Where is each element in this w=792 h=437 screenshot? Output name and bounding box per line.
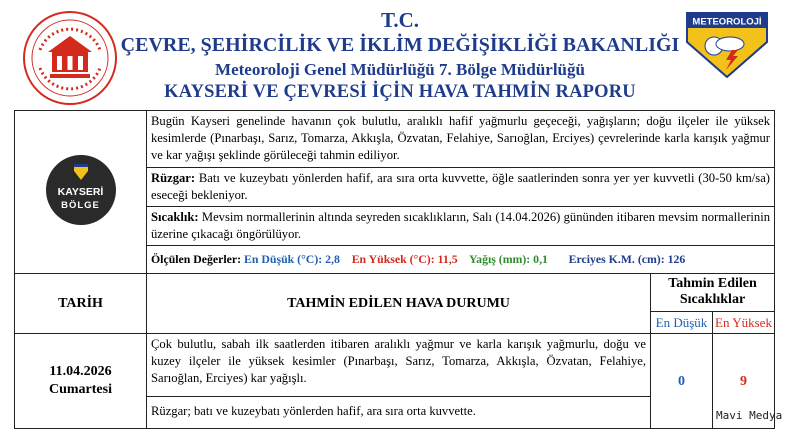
column-header-date: TARİH [15,274,147,334]
column-header-temperatures: Tahmin Edilen Sıcaklıklar [651,274,775,312]
measured-label: Ölçülen Değerler: [151,252,242,266]
measured-max-value: 11,5 [437,252,458,266]
measured-min-value: 2,8 [325,252,340,266]
wind-label: Rüzgar: [151,171,196,185]
forecast-max-temp: 9 [713,334,775,429]
badge-line-1: KAYSERİ [57,185,104,198]
column-header-condition: TAHMİN EDİLEN HAVA DURUMU [147,274,651,334]
wind-summary [147,168,775,207]
temperature-text: Mevsim normallerinin altında seyreden sıcaklıkların, Salı (14.04.2026) gününden itibaren mevsim normallerinin üzerine çıkacağı öngörülüyor. [151,210,770,241]
measured-rain-value: 0,1 [533,252,548,266]
forecast-report-table [14,110,775,429]
mini-logo-icon [73,163,89,181]
meteoroloji-logo-icon [686,12,768,78]
kayseri-bolge-badge [46,155,116,225]
measured-max-label: En Yüksek (°C): [351,252,435,266]
measured-rain-label: Yağış (mm): [468,252,531,266]
general-summary: Bugün Kayseri genelinde havanın çok bulutlu, aralıklı hafif yağmurlu geçeceği, yağışların; doğu ilçeler ile yüksek kesimlerde (Pınarbaşı, Sarız, Tomarza, Akkışla, Özvatan, Felahiye, Sarıoğlan, Erciyes) çevrelerinde karla karışık yağmur ve kar yağışı şeklinde görüleceği tahmin ediliyor. [147,111,775,168]
forecast-min-temp: 0 [651,334,713,429]
measured-values [147,246,775,274]
measured-min-label: En Düşük (°C): [244,252,323,266]
header-directorate: Meteoroloji Genel Müdürlüğü 7. Bölge Müdürlüğü [215,60,585,79]
measured-snow-label: Erciyes K.M. (cm): [568,252,665,266]
watermark: Mavi Medya [716,409,783,422]
report-title: KAYSERİ VE ÇEVRESİ İÇİN HAVA TAHMİN RAPORU [164,82,636,102]
forecast-date: 11.04.2026 [49,364,112,379]
column-header-min: En Düşük [651,312,713,334]
temperature-summary [147,207,775,246]
forecast-day: Cumartesi [49,382,112,397]
forecast-date-cell [15,334,147,429]
forecast-condition: Çok bulutlu, sabah ilk saatlerden itibaren aralıklı yağmur ve karla karışık yağmurlu, doğu ve kuzey ilçeler ile yüksek kesimler (Pınarbaşı, Sarız, Tomarza, Akkışla, Özvatan, Felahiye, Sarıoğlan, Erciyes) kar yağışlı. [147,334,651,397]
measured-snow-value: 126 [667,252,686,266]
report-header [0,0,792,108]
svg-text:METEOROLOJİ: METEOROLOJİ [692,16,762,28]
ministry-logo-icon [22,10,118,106]
table-row [15,334,775,397]
badge-line-2: BÖLGE [61,199,100,211]
header-tc: T.C. [380,8,420,32]
wind-text: Batı ve kuzeybatı yönlerden hafif, ara sıra orta kuvvette, öğle saatlerinden sonra yer yer kuvvetli (30-50 km/sa) eseceği bekleniyor. [151,171,770,202]
header-ministry: ÇEVRE, ŞEHİRCİLİK VE İKLİM DEĞİŞİKLİĞİ BAKANLIĞI [120,34,680,56]
column-header-max: En Yüksek [713,312,775,334]
forecast-wind: Rüzgar; batı ve kuzeybatı yönlerden hafif, ara sıra orta kuvvette. [147,397,651,429]
region-badge-cell [15,111,147,274]
temperature-label: Sıcaklık: [151,210,199,224]
